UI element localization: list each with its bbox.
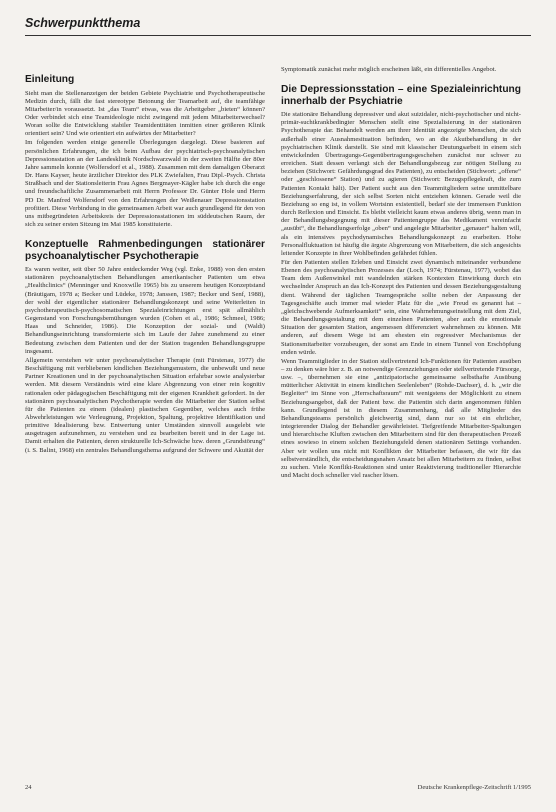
- paragraph: Sieht man die Stellenanzeigen der beiden Gebiete Psychiatrie und Psychotherapeutische Medizin durch, fällt die fast stereotype Betonung der Teamarbeit auf, die teamfähige Mitarbeiter/in voraussetzt. Ist „das Team“ etwas, was die Arbeitgeber „bieten“ können? Oder verbindet sich eine Teamideologie nicht zwingend mit jedem Mitarbeiterwechsel? Woran sollte die Entwicklung stabiler Teamidentitäten inmitten einer größeren Klinik orientiert sein? Und wie orientiert ein aufwärtes der Mitarbeiter?: [25, 89, 265, 138]
- paragraph: Symptomatik zunächst mehr möglich erscheinen läßt, ein differentielles Angebot.: [281, 66, 497, 73]
- paragraph: Die stationäre Behandlung depressiver und akut suizidaler, nicht-psychotischer und nicht-primär-suchtkrankbedingter Menschen stellt eine Spezialisierung in der stationären Psychotherapie dar. Behandelt werden am ihrer Identität angezeigte Menschen, die sich außerhalb einer Ausnahmesituation befinden, wo an die Akutbehandlung in der psychiatrischen Klinik darstellt. Sie sind mit klassischer Deutungsarbeit in einem sich entwickelnden Übertragungs-Gegenübertragungsgeschehen zunächst nur schwer zu erreichen. Statt dessen verlangt sich der Behandlungsbezug zur nötigen Stellung zu beziehen (Stichwort: Gefährdungsgrad des Patienten), zu entscheiden (Stichwort: „offene“ oder „geschlossene“ Station) und zu agieren (Stichwort: Bezugspflegekraft, die zum Patienten Kontakt hält). Der Patient sucht aus den Teammitgliedern seine unmittelbare Beziehungserfahrung, der sich selbst Sorten nicht entziehen können. Gerade weil die Beziehung so eng ist, in vollem Wortsinn existentiell, bedarf sie der immensen Funktion durch Reflexion und Einsicht. Es bleibt vielleicht kaum etwas anderes übrig, wenn man in der Behandlungsbegegnung mit dieser Patientengruppe das Medikament vereinfacht „ausübt“, die Behandlungserfolge „oben“ und angelegte Mitarbeiter „genauer“ halten will, als ein intensives psychodynamisches Behandlungskonzept zu erarbeiten. Hohe Personalfluktuation ist häufig die ärgste Abgrenzung von Mitarbeitern, die sich angesichts leitender Konzepte in ihrer Wohlbefinden gefährdet fühlen.: [281, 111, 521, 257]
- paragraph: Im folgenden werden einige generelle Überlegungen dargelegt. Diese basieren auf persönlichen Erfahrungen, die ich beim Aufbau der psychiatrisch-psychoanalytischen Depressionsstation an der Landesklinik Nordschwarzwald in der zweiten Hälfte der 80er Jahre sammeln konnte (Wolfersdorf et al., 1988). Zusammen mit dem damaligen Oberarzt Dr. Hans Kayser, heute ärztlicher Direktor des PLK Zwiefalten, Frau Dipl.-Psych. Christa Straßbach und der Stationsleiterin Frau Agnes Bergmayer-Kägler habe ich durch die enge und freundschaftliche Zusammenarbeit mit Herrn Professor Dr. Günter Hole und Herrn PD Dr. Manfred Wolfersdorf von den Erfahrungen der Weißenauer Depressionsstation profitiert. Diese Verbindung in die gemeinsamen Arbeit war auch grundlegend für den von uns mitbegründeten Arbeitskreis der Depressionsstationen im süddeutschen Raum, der sich zu seiner ersten Sitzung im Mai 1985 konstituierte.: [25, 139, 265, 228]
- heading-depression-station: Die Depressionsstation – eine Spezialeinrichtung innerhalb der Psychiatrie: [281, 84, 521, 107]
- paragraph: Wenn Teammitglieder in der Station stellvertretend Ich-Funktionen für Patienten ausüben – zu denken wäre hier z. B. an notwendige Grenzziehungen oder stellvertretende Fürsorge, usw. –, übernehmen sie eine „antizipatorische gemeinsame selbsthafte Ausübung mütterlicher Aktivität in einem kindlichen Seelenleben“ (Rohde-Dachser), d. h. „wir die Begleiter“ im Sinne von „Herrschaftsraum“ mit wenigstens der Möglichkeit zu einem Beziehungsangebot, daß der Patient bzw. die Patientin sich darin angenommen fühlen kann. Grundlegend ist in diesem Zusammenhang, daß alle Mitglieder des Behandlungsteams persönlich gleichwertig sind, dann nur so ist ein ehrlicher, integrierender Dialog der Behandler gewährleistet. Tiefgreifende Mitarbeiter-Spaltungen und hierarchische Kluften zwischen den Mitarbeitern sind für den therapeutischen Prozeß eines sowieso in einem solchen Beziehungsfeld denen stationären Settings vorhanden. Aber wir wollen uns nicht mit Konflikten der Mitarbeiter befassen, die wir für das selbstverständlich, die entscheidungsnahen Ansatz bei allen Mitarbeitern zu finden, selbst zu suchen. Viele Konflikt-Reaktionen sind unter Reaktivierung traditioneller Hierarchie und Macht doch schneller viel rascher lösen.: [281, 357, 521, 480]
- right-column: [281, 66, 521, 481]
- paragraph: Für den Patienten stellen Erleben und Einsicht zwei dynamisch miteinander verbundene Ebenen des psychoanalytischen Prozesses dar (Loch, 1974; Fürstenau, 1977), wobei das Team dem Außenwinkel mit wandelnden stärken Kontexten Einwirkung durch ein wechselnder Anspruch an das Ich-Konzept des Patienten und dessen Beziehungsgestaltung dient. Während der täglichen Teamgespräche sollte neben der Anpassung der Tagesgeschäfte auch immer mal wieder Platz für die „wie Freud es genannt hat – „gleichschwebende Aufmerksamkeit“ sein, eine Wahrnehmungseinstellung mit dem Ziel, die Behandlungsgestaltung mit dem einzelnen Patienten, aber auch die emotionale Situation der gesamten Station, angemessen differenziert wahrnehmen zu können. Mit anderen, auf diesem Wege ist am ehesten ein regressiver Mechanismus der Stationsmitarbeiter vorzubeugen, der sonst am Ende in einem Tunnel von Erschöpfung enden würde.: [281, 258, 521, 356]
- paragraph: Es waren weiter, seit über 50 Jahre entdeckender Weg (vgl. Enke, 1988) von den ersten stationären psychoanalytischen Behandlungen amerikanischer Patienten um etwa „Healthclinics“ (Menninger und Knoxwille 1965) bis zu unserem heutigen Konzeptstand (Bräutigam, 1978 a; Becker und Lüdeke, 1978; Janssen, 1987; Becker und Senf, 1988), der wohl der eigentlicher stationärer Behandlungskonzept und seine Weiterleiten in psychotherapeutisch-psychosomatischen Spezialeinrichtungen erst spät allmählich Gegenstand von Forschungsbemühungen wurden (Cohen et al., 1986; Schmeel, 1986; Haas und Schneider, 1986). Die Konzeption der sozial- und (Waldi) Behandlungseinrichtung transformierte sich im Laufe der Jahre zunehmend zu einer Bedeutung zwischen dem Patienten und der der Station tragenden Behandlungsgruppe insgesamt.: [25, 266, 265, 355]
- journal-citation: Deutsche Krankenpflege-Zeitschrift 1/1995: [417, 784, 531, 791]
- heading-introduction: Einleitung: [25, 74, 75, 85]
- running-header: [25, 14, 531, 36]
- left-column: [25, 66, 265, 456]
- heading-conceptual-frame: Konzeptuelle Rahmenbedingungen stationärer psychoanalytischer Psychotherapie: [25, 239, 265, 262]
- page-number: 24: [25, 784, 32, 791]
- paragraph: Allgemein verstehen wir unter psychoanalytischer Therapie (mit Fürstenau, 1977) die Beschäftigung mit verbliebenen kindlichen Beziehungsmustern, die unbewußt und neue Partner Kreationen und in der psychoanalytischen Situation erfahrbar sowie analysierbar werden. Mit diesem Verständnis wird eine klare Abgrenzung von einer rein kognitiv rationalen oder pädagogischen Beschäftigung mit der eigenen Krankheit gefordert. In der stationären psychoanalytischen Psychotherapie werden die Mitarbeiter der Station selbst für die Patienten zu einem (idealen) plastischen Gegenüber, welches auch frühe Abwehrleistungen wie Verleugnung, Projektion, Spaltung, projektive Identifikation und primitive Idealisierung bzw. Entwertung unter Umständen sinnvoll ausgelebt wie ausgetragen aufzunehmen, zu verstehen und zu bearbeiten bereit und in der Lage ist. Damit erhalten die Patienten, deren strukturelle Ich-Schwäche bzw. deren „Grundstörung“ (i. S. Balint, 1968) ein zentrales Behandlungsthema aufgrund der Schwere und Akuität der: [25, 356, 265, 454]
- header-title: Schwerpunktthema: [25, 16, 141, 30]
